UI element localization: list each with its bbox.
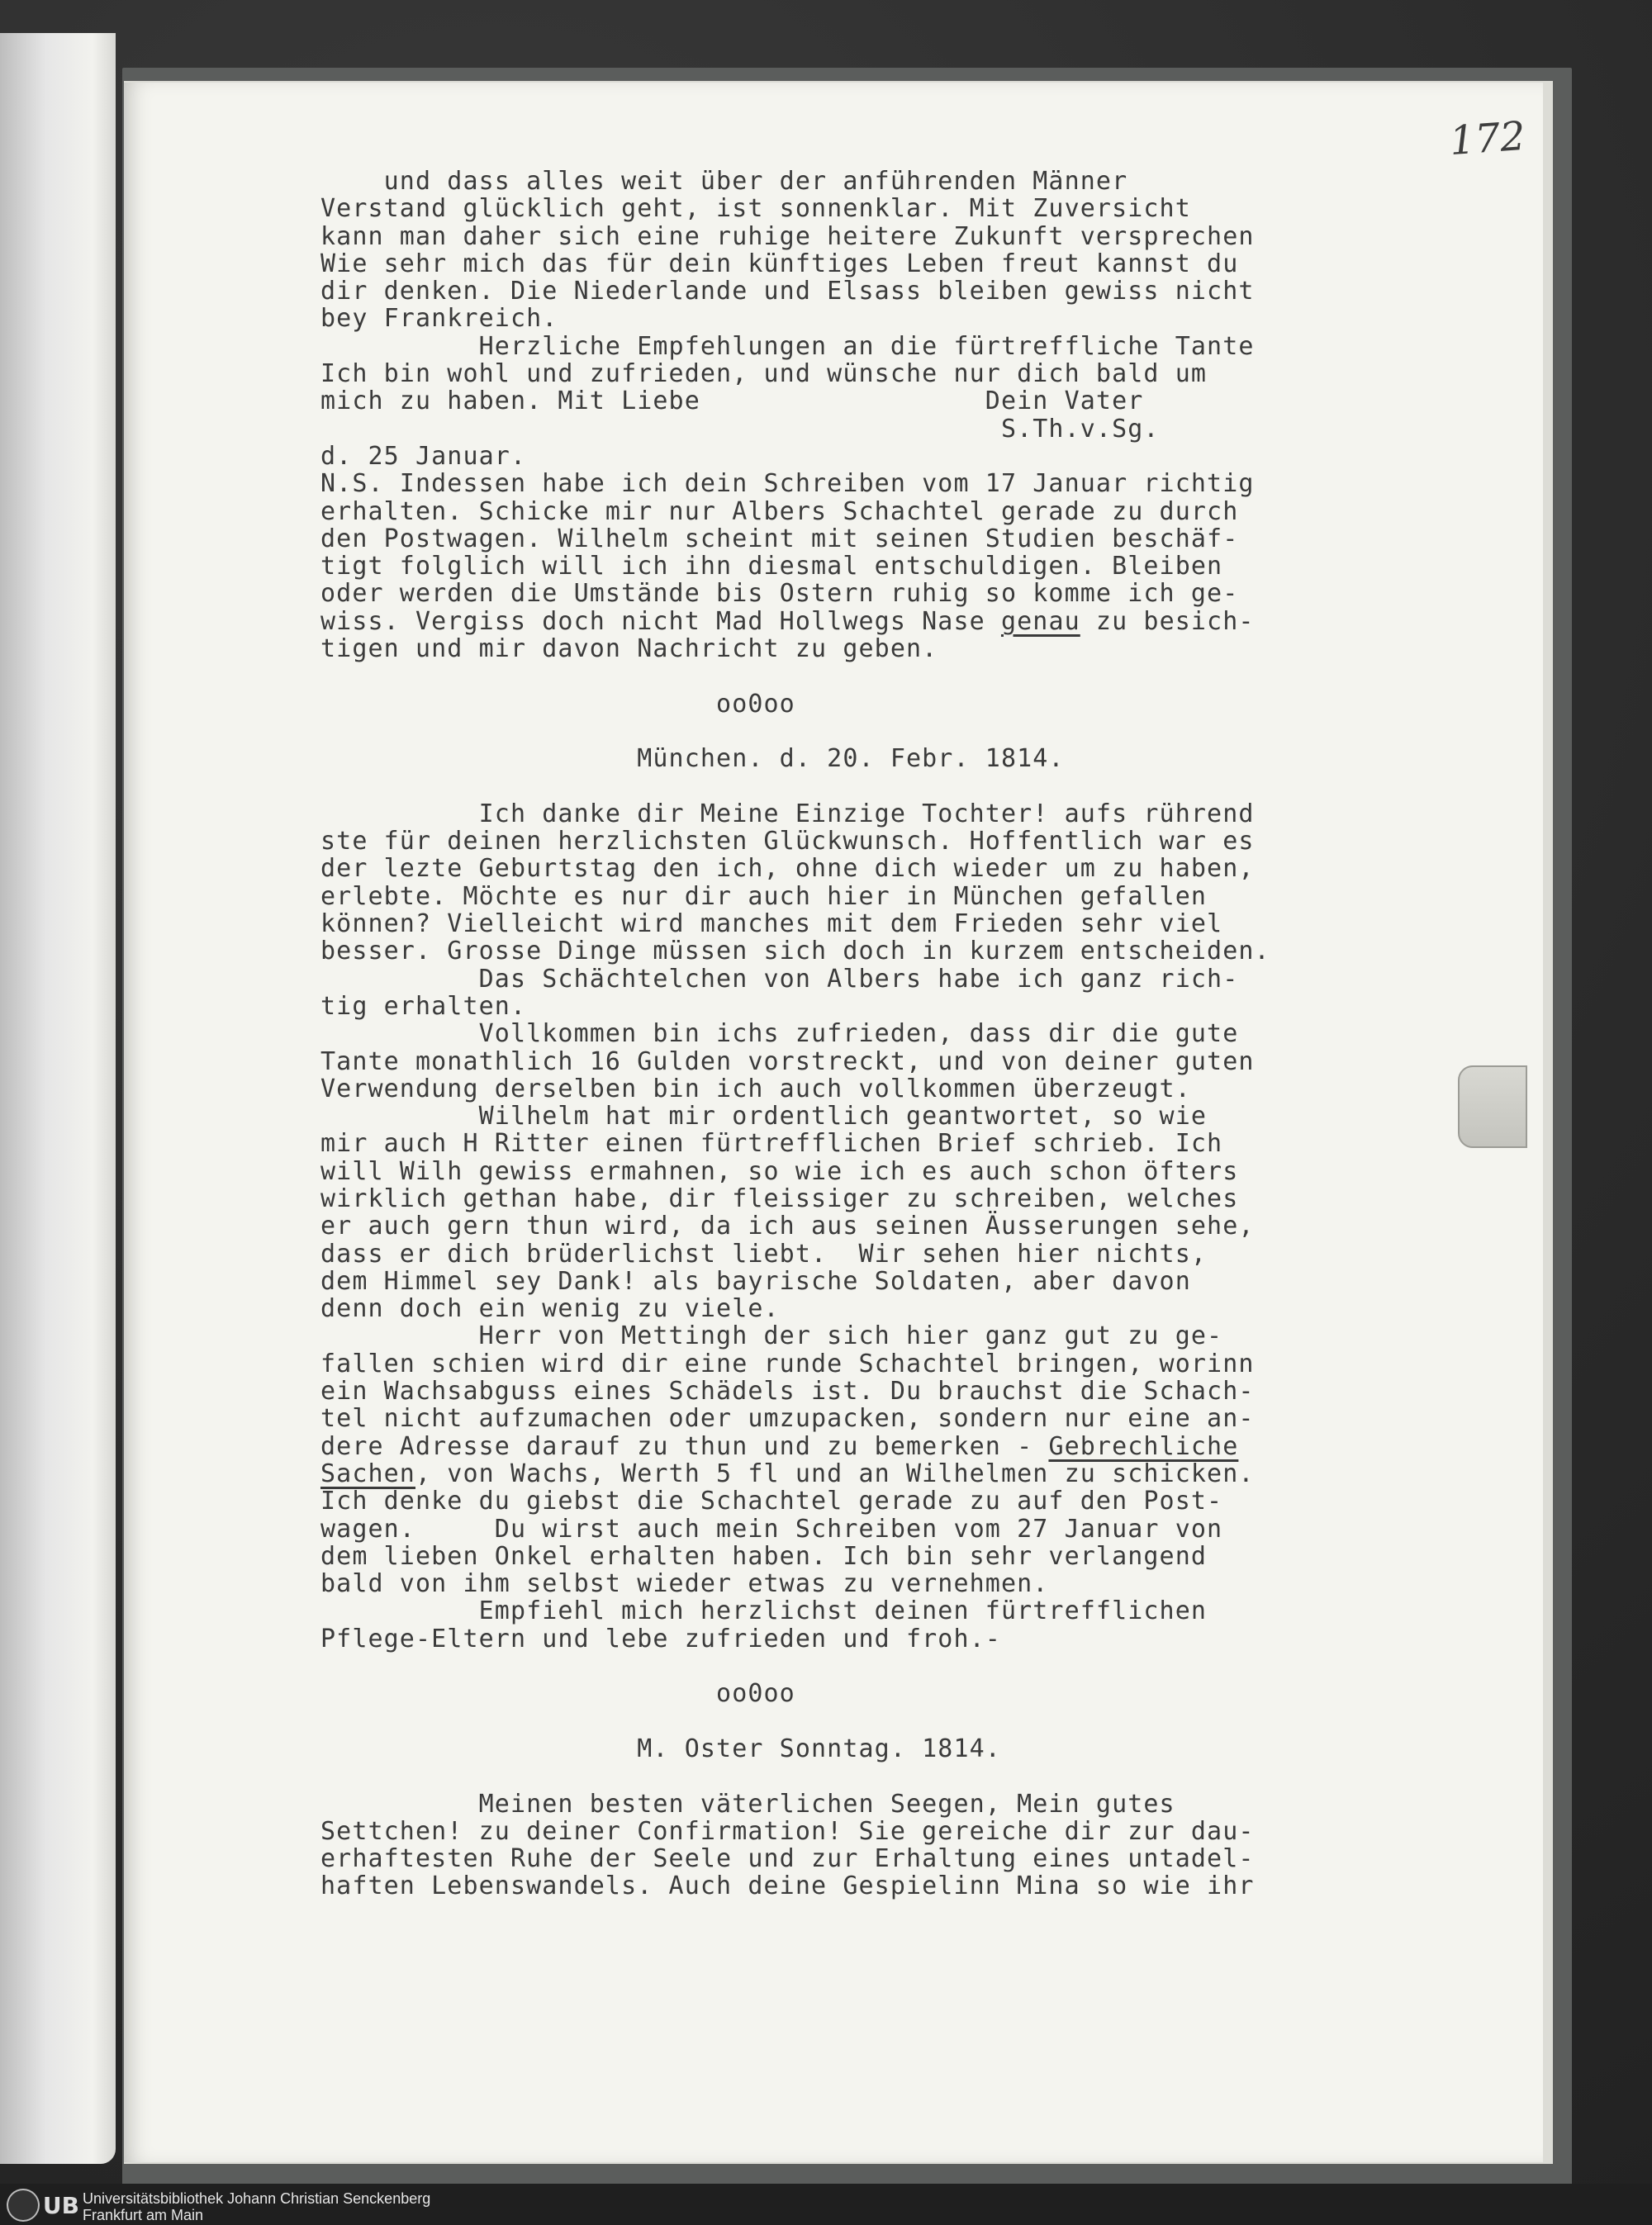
text-line: Verstand glücklich geht, ist sonnenklar. Mit Zuversicht bbox=[320, 194, 1191, 224]
text-line: haften Lebenswandels. Auch deine Gespielinn Mina so wie ihr bbox=[320, 1872, 1255, 1901]
library-credit bbox=[83, 2190, 430, 2223]
text-line: M. Oster Sonntag. 1814. bbox=[320, 1734, 1001, 1763]
text-line: der lezte Geburtstag den ich, ohne dich wieder um zu haben, bbox=[320, 854, 1255, 884]
page-tab-marker bbox=[1458, 1065, 1527, 1148]
text-line: dass er dich brüderlichst liebt. Wir sehen hier nichts, bbox=[320, 1239, 1208, 1269]
text-line bbox=[320, 1653, 1436, 1680]
text-line: Settchen! zu deiner Confirmation! Sie gereiche dir zur dau- bbox=[320, 1816, 1255, 1846]
text-line: Pflege-Eltern und lebe zufrieden und froh.- bbox=[320, 1624, 1001, 1653]
text-line bbox=[320, 662, 1436, 690]
typed-letter-text bbox=[320, 168, 1436, 1900]
text-line: können? Vielleicht wird manches mit dem Frieden sehr viel bbox=[320, 909, 1223, 939]
text-line: fallen schien wird dir eine runde Schachtel bringen, worinn bbox=[320, 1349, 1255, 1378]
text-line: oo0oo bbox=[320, 1679, 795, 1709]
text-line: wiss. Vergiss doch nicht Mad Hollwegs Nase genau zu besich- bbox=[320, 606, 1255, 636]
text-line bbox=[320, 1762, 1436, 1790]
text-line: Verwendung derselben bin ich auch vollkommen überzeugt. bbox=[320, 1074, 1191, 1103]
text-line: erlebte. Möchte es nur dir auch hier in München gefallen bbox=[320, 881, 1208, 911]
text-line: tigen und mir davon Nachricht zu geben. bbox=[320, 634, 938, 664]
text-line: den Postwagen. Wilhelm scheint mit seinen Studien beschäf- bbox=[320, 524, 1239, 553]
text-line: und dass alles weit über der anführenden Männer bbox=[320, 167, 1128, 196]
text-line: dere Adresse darauf zu thun und zu bemerken - Gebrechliche bbox=[320, 1431, 1239, 1461]
text-line: bey Frankreich. bbox=[320, 304, 558, 334]
text-line: München. d. 20. Febr. 1814. bbox=[320, 744, 1065, 774]
text-line: dem lieben Onkel erhalten haben. Ich bin sehr verlangend bbox=[320, 1541, 1208, 1571]
text-line: erhaftesten Ruhe der Seele und zur Erhaltung eines untadel- bbox=[320, 1844, 1255, 1874]
text-line: besser. Grosse Dinge müssen sich doch in kurzem entscheiden. bbox=[320, 937, 1270, 966]
text-line bbox=[320, 1708, 1436, 1735]
text-line: tigt folglich will ich ihn diesmal entschuldigen. Bleiben bbox=[320, 552, 1223, 581]
text-line bbox=[320, 773, 1436, 800]
page-number: 172 bbox=[1448, 112, 1527, 165]
library-logo bbox=[7, 2189, 79, 2222]
credit-line-1: Universitätsbibliothek Johann Christian Senckenberg bbox=[83, 2190, 431, 2207]
text-line: Meinen besten väterlichen Seegen, Mein gutes bbox=[320, 1789, 1175, 1819]
text-line: ste für deinen herzlichsten Glückwunsch. Hoffentlich war es bbox=[320, 827, 1255, 856]
text-line: bald von ihm selbst wieder etwas zu vernehmen. bbox=[320, 1569, 1049, 1599]
text-line: denn doch ein wenig zu viele. bbox=[320, 1294, 780, 1324]
text-line: Wilhelm hat mir ordentlich geantwortet, so wie bbox=[320, 1102, 1208, 1131]
text-line: S.Th.v.Sg. bbox=[320, 414, 1160, 444]
text-line: mir auch H Ritter einen fürtrefflichen Brief schrieb. Ich bbox=[320, 1129, 1223, 1159]
text-line: d. 25 Januar. bbox=[320, 441, 527, 471]
text-line: Herr von Mettingh der sich hier ganz gut zu ge- bbox=[320, 1321, 1223, 1351]
text-line: Das Schächtelchen von Albers habe ich ganz rich- bbox=[320, 964, 1239, 994]
text-line: er auch gern thun wird, da ich aus seinen Äusserungen sehe, bbox=[320, 1212, 1255, 1241]
text-line: tig erhalten. bbox=[320, 991, 527, 1021]
text-line: ein Wachsabguss eines Schädels ist. Du brauchst die Schach- bbox=[320, 1377, 1255, 1407]
text-line: oder werden die Umstände bis Ostern ruhig so komme ich ge- bbox=[320, 579, 1239, 609]
text-line: Ich denke du giebst die Schachtel gerade zu auf den Post- bbox=[320, 1487, 1223, 1516]
text-line bbox=[320, 718, 1436, 745]
text-line: Sachen, von Wachs, Werth 5 fl und an Wilhelmen zu schicken. bbox=[320, 1459, 1255, 1488]
seal-icon bbox=[7, 2189, 40, 2222]
text-line: wagen. Du wirst auch mein Schreiben vom 27 Januar von bbox=[320, 1514, 1223, 1544]
text-line: wirklich gethan habe, dir fleissiger zu schreiben, welches bbox=[320, 1184, 1239, 1213]
text-line: Wie sehr mich das für dein künftiges Leben freut kannst du bbox=[320, 249, 1239, 278]
logo-text: UB bbox=[42, 2191, 79, 2219]
text-line: oo0oo bbox=[320, 689, 795, 719]
text-line: dir denken. Die Niederlande und Elsass bleiben gewiss nicht bbox=[320, 277, 1255, 306]
text-line: mich zu haben. Mit Liebe Dein Vater bbox=[320, 387, 1144, 416]
text-line: will Wilh gewiss ermahnen, so wie ich es auch schon öfters bbox=[320, 1156, 1239, 1186]
text-line: dem Himmel sey Dank! als bayrische Soldaten, aber davon bbox=[320, 1266, 1191, 1296]
text-line: kann man daher sich eine ruhige heitere Zukunft versprechen bbox=[320, 221, 1255, 251]
text-line: Ich danke dir Meine Einzige Tochter! aufs rührend bbox=[320, 799, 1255, 828]
text-line: Vollkommen bin ichs zufrieden, dass dir die gute bbox=[320, 1019, 1239, 1049]
text-line: Ich bin wohl und zufrieden, und wünsche nur dich bald um bbox=[320, 359, 1208, 389]
credit-line-2: Frankfurt am Main bbox=[83, 2207, 204, 2223]
text-line: Tante monathlich 16 Gulden vorstreckt, und von deiner guten bbox=[320, 1046, 1255, 1076]
text-line: Herzliche Empfehlungen an die fürtreffliche Tante bbox=[320, 331, 1255, 361]
text-line: N.S. Indessen habe ich dein Schreiben vom 17 Januar richtig bbox=[320, 469, 1255, 499]
text-line: Empfiehl mich herzlichst deinen fürtrefflichen bbox=[320, 1596, 1208, 1626]
text-line: tel nicht aufzumachen oder umzupacken, sondern nur eine an- bbox=[320, 1404, 1255, 1434]
adjacent-left-page bbox=[0, 33, 116, 2164]
text-line: erhalten. Schicke mir nur Albers Schachtel gerade zu durch bbox=[320, 496, 1239, 526]
